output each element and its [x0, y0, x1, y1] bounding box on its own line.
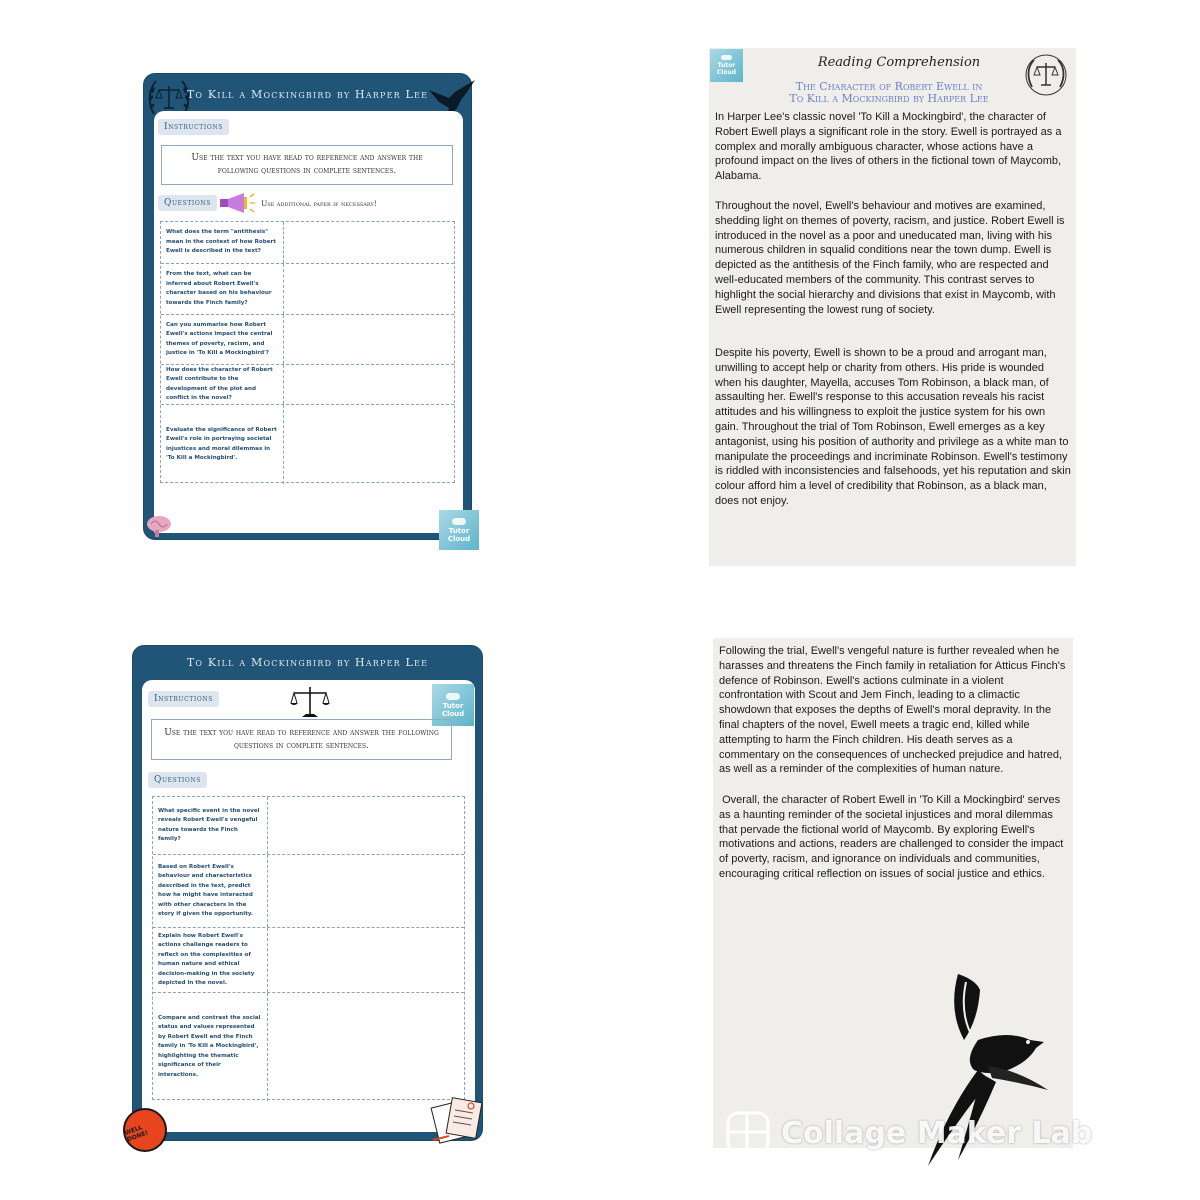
answer-cell[interactable] [268, 855, 464, 927]
table-row [161, 263, 454, 314]
instructions-label: Instructions [148, 691, 219, 707]
badge-text: WELL DONE! [123, 1123, 150, 1144]
logo-text-line2: Cloud [447, 534, 471, 543]
answer-cell[interactable] [284, 222, 454, 263]
question-cell: Explain how Robert Ewell's actions challenge readers to reflect on the complexities of human nature and ethical decision-making in the society depicted in the novel. [153, 928, 268, 992]
question-cell: Can you summarise how Robert Ewell's actions impact the central themes of poverty, racism, and justice in 'To Kill a Mockingbird'? [161, 315, 284, 364]
logo-text-line1: Tutor [448, 526, 470, 535]
question-cell: What specific event in the novel reveals Robert Ewell's vengeful nature towards the Finch family? [153, 797, 268, 854]
worksheet-title: To Kill a Mockingbird by Harper Lee [186, 88, 429, 101]
answer-cell[interactable] [284, 405, 454, 484]
question-cell: Based on Robert Ewell's behaviour and characteristics described in the text, predict how he might have interacted with other characters in the story if given the opportunity. [153, 855, 268, 927]
worksheet-page-2 [123, 645, 483, 1144]
table-row [153, 797, 464, 854]
answer-cell[interactable] [284, 264, 454, 314]
question-cell: What does the term "antithesis" mean in the context of how Robert Ewell is described in the text? [161, 222, 284, 263]
table-row [153, 992, 464, 1101]
brain-icon [145, 514, 173, 538]
worksheet-title: To Kill a Mockingbird by Harper Lee [186, 656, 429, 669]
cloud-icon [721, 55, 732, 60]
worksheet-body [154, 111, 463, 533]
reading-paragraph-5: Overall, the character of Robert Ewell in 'To Kill a Mockingbird' serves as a haunting reminder of the societal injustices and moral dilemmas that pervade the fictional world of Maycomb. By exploring Ewell's motivations and actions, readers are challenged to consider the impact of poverty, racism, and ignorance on individuals and communities, encouraging critical reflection on issues of social justice and ethics. [719, 794, 1067, 880]
table-row [153, 927, 464, 992]
well-done-badge-icon [123, 1108, 167, 1152]
worksheet-page-1 [143, 73, 472, 543]
cloud-icon [452, 518, 466, 525]
answer-cell[interactable] [268, 797, 464, 854]
scales-of-justice-icon [290, 685, 330, 719]
reading-heading: Reading Comprehension [817, 55, 981, 70]
instructions-label: Instructions [158, 119, 229, 135]
questions-table [152, 796, 465, 1100]
reading-paragraph-2: Throughout the novel, Ewell's behaviour and motives are examined, shedding light on themes of poverty, racism, and justice. Robert Ewell is introduced in the novel as a poor and uneducated man, living with his numerous children in squalid conditions near the town dump. Ewell is depicted as the antithesis of the Finch family, who are respected and well-educated members of the community. This contrast serves to highlight the social hierarchy and divisions that exist in Maycomb, with Ewell representing the lowest rung of society. [715, 200, 1068, 316]
instructions-text: Use the text you have read to reference and answer the following questions in complete sentences. [164, 727, 439, 751]
worksheet-body [142, 680, 475, 1132]
watermark-text: Collage Maker Lab [781, 1115, 1093, 1151]
table-row [161, 314, 454, 364]
additional-paper-note: Use additional paper if necessary! [261, 199, 377, 208]
reading-subtitle-line1: The Character of Robert Ewell in [795, 80, 983, 93]
instructions-box [151, 719, 452, 760]
reading-page-1 [709, 48, 1076, 566]
questions-label: Questions [148, 772, 207, 788]
logo-text-line1: Tutor [442, 701, 464, 710]
tutor-cloud-logo [439, 510, 479, 550]
table-row [161, 404, 454, 484]
cloud-icon [446, 693, 460, 700]
answer-cell[interactable] [268, 993, 464, 1101]
table-row [153, 854, 464, 927]
instructions-text: Use the text you have read to reference and answer the following questions in complete sentences. [191, 153, 423, 176]
tutor-cloud-logo [710, 49, 743, 82]
instructions-box [161, 145, 453, 185]
logo-text-line1: Tutor [717, 62, 736, 69]
table-row [161, 364, 454, 404]
questions-label: Questions [158, 195, 217, 211]
answer-cell[interactable] [268, 928, 464, 992]
logo-text-line2: Cloud [716, 69, 737, 76]
question-cell: Evaluate the significance of Robert Ewell's role in portraying societal injustices and moral dilemmas in 'To Kill a Mockingbird'. [161, 405, 284, 484]
logo-text-line2: Cloud [441, 709, 465, 718]
reading-page-2 [713, 638, 1073, 1148]
collage-grid-icon [725, 1110, 771, 1156]
question-cell: Compare and contrast the social status and values represented by Robert Ewell and the Finch family in 'To Kill a Mockingbird', highlighting the thematic significance of their interactions. [153, 993, 268, 1101]
questions-table [160, 221, 455, 483]
answer-cell[interactable] [284, 365, 454, 404]
megaphone-icon [216, 191, 256, 215]
papers-icon [429, 1096, 491, 1144]
question-cell: From the text, what can be inferred about Robert Ewell's character based on his behaviour towards the Finch family? [161, 264, 284, 314]
table-row [161, 222, 454, 263]
reading-paragraph-4: Following the trial, Ewell's vengeful nature is further revealed when he harasses and threatens the Finch family in retaliation for Atticus Finch's defence of Robinson. Ewell's actions culminate in a violent confrontation with Scout and Jem Finch, leading to a climactic showdown that exposes the depths of Ewell's moral depravity. In the final chapters of the novel, Ewell meets a tragic end, killed while attempting to harm the Finch children. His death serves as a commentary on the consequences of unchecked prejudice and hatred, as well as a reminder of the complexities of human nature. [719, 645, 1069, 776]
answer-cell[interactable] [284, 315, 454, 364]
laurel-scales-icon [1023, 53, 1069, 97]
reading-subtitle-line2: To Kill a Mockingbird by Harper Lee [789, 92, 989, 105]
question-cell: How does the character of Robert Ewell contribute to the development of the plot and conflict in the novel? [161, 365, 284, 404]
collage-maker-watermark [725, 1110, 1092, 1156]
reading-paragraph-3: Despite his poverty, Ewell is shown to be a proud and arrogant man, unwilling to accept help or charity from others. His pride is wounded when his daughter, Mayella, accuses Tom Robinson, a black man, of assaulting her. Ewell's response to this accusation reveals his racist attitudes and his willingness to exploit the justice system for his own gain. Throughout the trial of Tom Robinson, Ewell emerges as a key antagonist, using his position of authority and privilege as a white man to manipulate the proceedings and incriminate Robinson. Ewell's testimony is riddled with inconsistencies and falsehoods, yet his reputation and skin colour afford him a level of credibility that Robinson, as a black man, does not enjoy. [715, 347, 1074, 507]
reading-paragraph-1: In Harper Lee's classic novel 'To Kill a Mockingbird', the character of Robert Ewell plays a significant role in the story. Ewell is portrayed as a complex and morally ambiguous character, whose actions have a profound impact on the lives of others in the fictional town of Maycomb, Alabama. [715, 111, 1065, 183]
